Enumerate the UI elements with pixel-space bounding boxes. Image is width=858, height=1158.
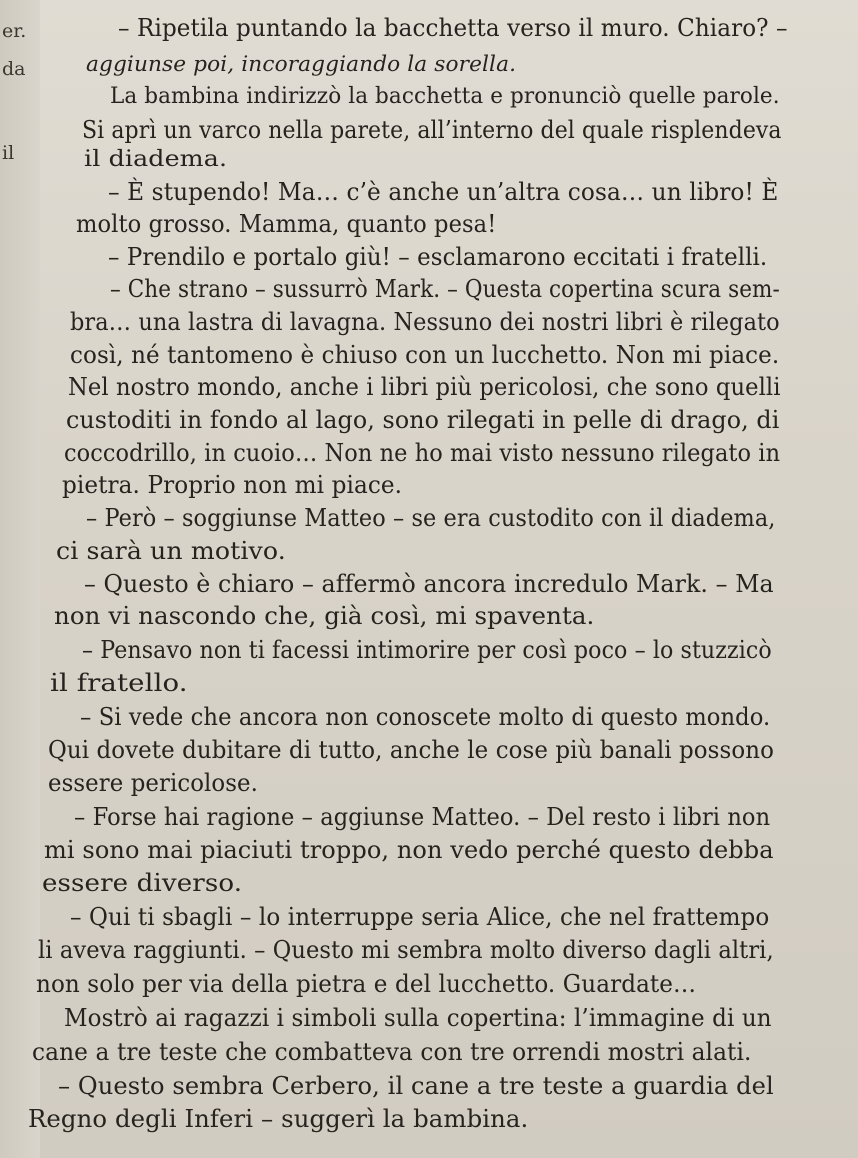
text-line: mi sono mai piaciuti troppo, non vedo perché questo debba (44, 836, 774, 864)
text-line: – È stupendo! Ma… c’è anche un’altra cosa… un libro! È (108, 178, 779, 206)
text-line: La bambina indirizzò la bacchetta e pronunciò quelle parole. (110, 84, 780, 109)
text-line: Qui dovete dubitare di tutto, anche le cose più banali possono (48, 736, 774, 764)
text-line: – Qui ti sbagli – lo interruppe seria Alice, che nel frattempo (70, 903, 770, 931)
text-line: il diadema. (84, 147, 228, 172)
text-line: – Pensavo non ti facessi intimorire per così poco – lo stuzzicò (82, 636, 772, 664)
text-line: pietra. Proprio non mi piace. (62, 471, 403, 499)
text-line: non vi nascondo che, già così, mi spaventa. (54, 602, 595, 630)
text-line: Mostrò ai ragazzi i simboli sulla copertina: l’immagine di un (64, 1004, 772, 1032)
text-line: cane a tre teste che combatteva con tre orrendi mostri alati. (32, 1038, 752, 1066)
text-line: non solo per via della pietra e del lucchetto. Guardate… (36, 970, 697, 998)
text-line: li aveva raggiunti. – Questo mi sembra molto diverso dagli altri, (38, 936, 774, 964)
text-line: bra… una lastra di lavagna. Nessuno dei nostri libri è rilegato (70, 308, 780, 336)
text-line: – Prendilo e portalo giù! – esclamarono eccitati i fratelli. (108, 243, 768, 271)
text-line: essere pericolose. (48, 769, 258, 797)
text-line: Nel nostro mondo, anche i libri più pericolosi, che sono quelli (68, 373, 781, 401)
text-line: coccodrillo, in cuoio… Non ne ho mai visto nessuno rilegato in (64, 439, 781, 467)
margin-fragment: il (2, 142, 15, 164)
text-line: Si aprì un varco nella parete, all’interno del quale risplendeva (82, 116, 782, 144)
text-line: essere diverso. (42, 869, 243, 897)
text-line: – Questo sembra Cerbero, il cane a tre teste a guardia del (58, 1072, 774, 1100)
text-line: custoditi in fondo al lago, sono rilegati in pelle di drago, di (66, 406, 780, 434)
text-line: molto grosso. Mamma, quanto pesa! (76, 210, 497, 238)
text-line: – Forse hai ragione – aggiunse Matteo. – Del resto i libri non (74, 803, 771, 831)
text-line: Regno degli Inferi – suggerì la bambina. (28, 1105, 529, 1133)
text-line: ci sarà un motivo. (56, 537, 286, 565)
text-line: così, né tantomeno è chiuso con un lucchetto. Non mi piace. (70, 341, 780, 369)
text-line: – Ripetila puntando la bacchetta verso il muro. Chiaro? – (118, 14, 788, 42)
margin-fragment: er. (2, 20, 27, 42)
text-line: – Questo è chiaro – affermò ancora incredulo Mark. – Ma (84, 570, 774, 598)
text-line: aggiunse poi, incoraggiando la sorella. (86, 52, 517, 76)
text-line: – Si vede che ancora non conoscete molto di questo mondo. (80, 703, 771, 731)
margin-fragment: da (2, 58, 26, 80)
facing-page-edge (0, 0, 40, 1158)
text-line: – Che strano – sussurrò Mark. – Questa copertina scura sem- (110, 275, 780, 303)
text-line: – Però – soggiunse Matteo – se era custodito con il diadema, (86, 504, 776, 532)
text-line: il fratello. (50, 669, 188, 697)
